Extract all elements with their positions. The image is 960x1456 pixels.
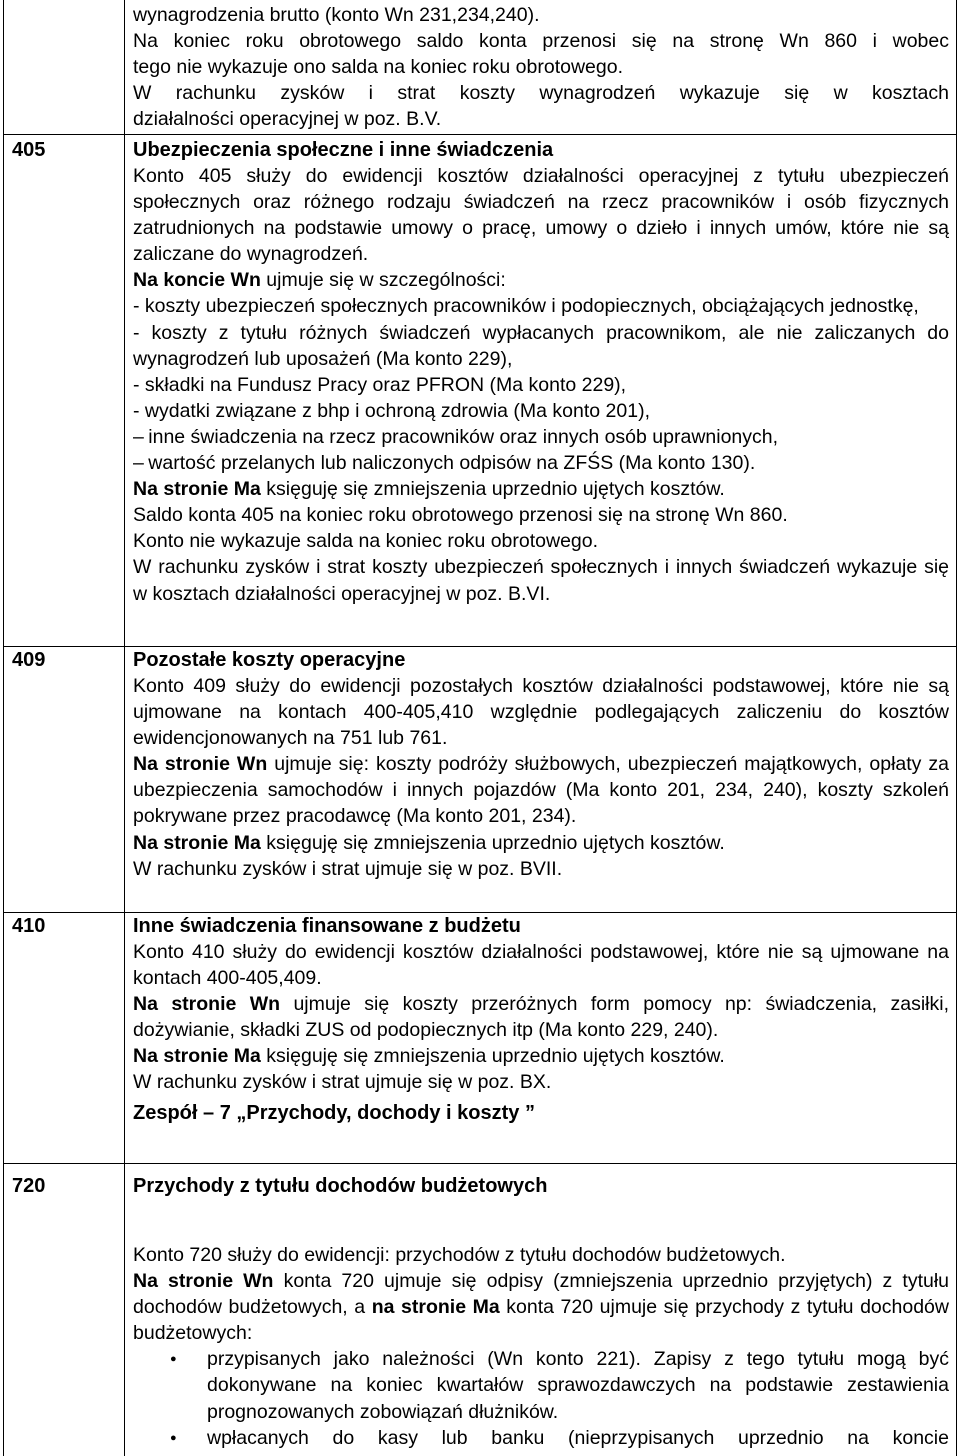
account-405-description	[133, 137, 949, 607]
text-line: W rachunku zysków i strat koszty wynagrodzeń wykazuje się w kosztach	[133, 82, 949, 105]
ma-paragraph: Na stronie Ma księguję się zmniejszenia uprzednio ujętych kosztów.	[133, 831, 725, 854]
account-title: Ubezpieczenia społeczne i inne świadczenia	[133, 139, 554, 161]
account-number: 409	[12, 649, 46, 671]
list-item: – inne świadczenia na rzecz pracowników oraz innych osób uprawnionych,	[133, 425, 779, 448]
list-item: - koszty z tytułu różnych świadczeń wypłacanych pracownikom, ale nie zaliczanych do wynagrodzeń lub uposażeń (Ma konto 229),	[133, 321, 949, 370]
table-column-divider	[124, 0, 125, 1456]
account-number: 720	[12, 1175, 46, 1197]
row-divider	[3, 1163, 957, 1164]
bullet-list	[133, 1346, 949, 1450]
wn-paragraph: Na koncie Wn ujmuje się w szczególności:	[133, 269, 506, 292]
text-line: Na koniec roku obrotowego saldo konta przenosi się na stronę Wn 860 i wobec	[133, 30, 949, 53]
group-heading: Zespół – 7 „Przychody, dochody i koszty ”	[133, 1101, 535, 1124]
list-item: ● wpłacanych do kasy lub banku (nieprzypisanych uprzednio na koncie	[133, 1425, 949, 1451]
account-410-description	[133, 913, 949, 1126]
wn-paragraph: Na stronie Wn ujmuje się koszty przeróżnych form pomocy np: świadczenia, zasiłki, dożywianie, składki ZUS od podopiecznych itp (Ma konto 229, 240).	[133, 993, 950, 1042]
list-item: – wartość przelanych lub naliczonych odpisów na ZFŚS (Ma konto 130).	[133, 452, 756, 475]
no-saldo-paragraph: Konto nie wykazuje salda na koniec roku obrotowego.	[133, 530, 599, 553]
account-number: 405	[12, 139, 46, 161]
text-line: wynagrodzenia brutto (konto Wn 231,234,240).	[133, 4, 540, 26]
account-intro: Konto 720 służy do ewidencji: przychodów z tytułu dochodów budżetowych.	[133, 1244, 786, 1266]
continued-cell	[133, 2, 949, 132]
account-intro: Konto 410 służy do ewidencji kosztów działalności podstawowej, które nie są ujmowane na kontach 400-405,409.	[133, 941, 949, 990]
rzis-paragraph: W rachunku zysków i strat koszty ubezpieczeń społecznych i innych świadczeń wykazuje się w kosztach działalności operacyjnej w poz. B.VI.	[133, 556, 949, 605]
account-720-title-cell	[133, 1173, 949, 1199]
account-number: 410	[12, 915, 46, 937]
list-item: - składki na Fundusz Pracy oraz PFRON (Ma konto 229),	[133, 373, 627, 396]
table-right-border	[956, 0, 957, 1456]
account-720-description	[133, 1242, 949, 1451]
wn-ma-paragraph: Na stronie Wn konta 720 ujmuje się odpisy (zmniejszenia uprzednio przyjętych) z tytułu dochodów budżetowych, a na stronie Ma konta 720 ujmuje się przychody z tytułu dochodów budżetowych:	[133, 1270, 950, 1345]
saldo-paragraph: Saldo konta 405 na koniec roku obrotowego przenosi się na stronę Wn 860.	[133, 504, 788, 527]
list-item: - wydatki związane z bhp i ochroną zdrowia (Ma konto 201),	[133, 399, 650, 422]
account-intro: Konto 409 służy do ewidencji pozostałych kosztów działalności podstawowej, które nie są ujmowane na kontach 400-405,410 względnie podlegających zaliczeniu do kosztów ewidencjonowanych na 751 lub 761.	[133, 675, 949, 750]
row-divider	[3, 134, 957, 135]
account-title: Inne świadczenia finansowane z budżetu	[133, 915, 521, 937]
text-line: tego nie wykazuje ono salda na koniec roku obrotowego.	[133, 56, 623, 79]
list-item: ● przypisanych jako należności (Wn konto 221). Zapisy z tego tytułu mogą być dokonywane na koniec kwartałów sprawozdawczych na podstawie zestawienia prognozowanych zobowiązań dłużników.	[133, 1346, 949, 1424]
ma-paragraph: Na stronie Ma księguję się zmniejszenia uprzednio ujętych kosztów.	[133, 1045, 725, 1068]
rzis-paragraph: W rachunku zysków i strat ujmuje się w poz. BX.	[133, 1071, 552, 1094]
wn-paragraph: Na stronie Wn ujmuje się: koszty podróży służbowych, ubezpieczeń majątkowych, opłaty za ubezpieczenia samochodów i innych pojazdów (Ma konto 201, 234, 240), koszty szkoleń pokrywane przez pracodawcę (Ma konto 201, 234).	[133, 753, 949, 828]
account-title: Przychody z tytułu dochodów budżetowych	[133, 1175, 548, 1197]
rzis-paragraph: W rachunku zysków i strat ujmuje się w poz. BVII.	[133, 857, 563, 880]
account-409-description	[133, 647, 949, 882]
list-item: - koszty ubezpieczeń społecznych pracowników i podopiecznych, obciążających jednostkę,	[133, 295, 919, 318]
text-line: działalności operacyjnej w poz. B.V.	[133, 108, 442, 131]
account-intro: Konto 405 służy do ewidencji kosztów działalności operacyjnej z tytułu ubezpieczeń społecznych oraz różnego rodzaju świadczeń na rzecz pracowników i osób fizycznych zatrudnionych na podstawie umowy o pracę, umowy o dzieło i innych umów, które nie są zaliczane do wynagrodzeń.	[133, 165, 949, 266]
account-title: Pozostałe koszty operacyjne	[133, 649, 406, 671]
ma-paragraph: Na stronie Ma księguję się zmniejszenia uprzednio ujętych kosztów.	[133, 478, 725, 501]
table-left-border	[3, 0, 4, 1456]
